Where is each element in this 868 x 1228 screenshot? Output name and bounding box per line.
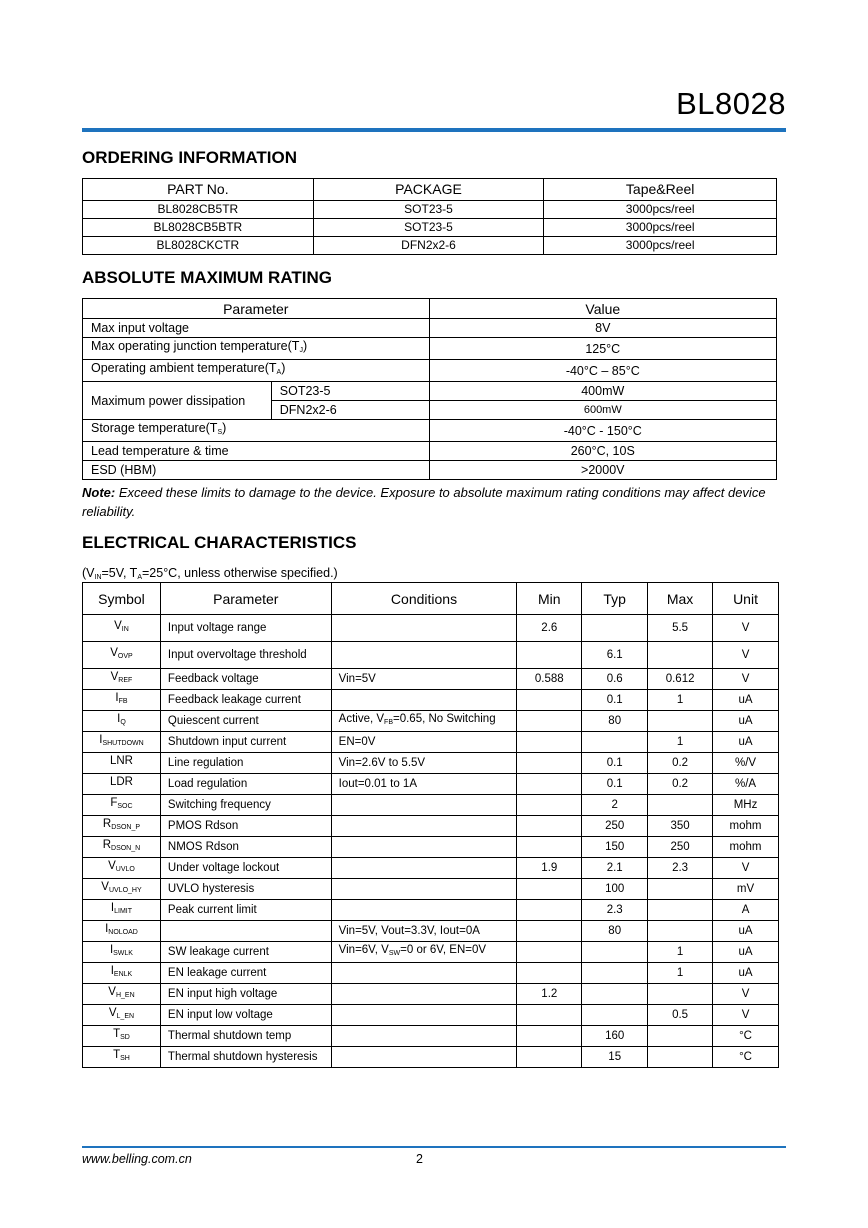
unit-cell: A bbox=[713, 900, 779, 921]
table-row bbox=[83, 858, 779, 879]
table-row bbox=[83, 1047, 779, 1068]
cond-text: Vin=6V, V bbox=[338, 944, 389, 956]
max-cell bbox=[648, 795, 713, 816]
param-cell bbox=[83, 360, 430, 382]
min-cell bbox=[517, 732, 582, 753]
symbol-subscript: SWLK bbox=[113, 950, 133, 957]
unit-cell: uA bbox=[713, 963, 779, 984]
unit-cell: uA bbox=[713, 690, 779, 711]
table-row bbox=[83, 461, 777, 480]
symbol-text: V bbox=[114, 620, 122, 632]
conditions-cell: Vin=5V, Vout=3.3V, Iout=0A bbox=[331, 921, 517, 942]
symbol-cell bbox=[83, 642, 161, 669]
table-row bbox=[83, 963, 779, 984]
min-cell bbox=[517, 711, 582, 732]
parameter-cell: SW leakage current bbox=[160, 942, 331, 963]
conditions-cell: Vin=2.6V to 5.5V bbox=[331, 753, 517, 774]
symbol-subscript: DSON_P bbox=[111, 824, 141, 831]
typ-cell: 2.1 bbox=[582, 858, 648, 879]
table-row bbox=[83, 942, 779, 963]
tape-reel: 3000pcs/reel bbox=[544, 201, 777, 219]
parameter-cell: Feedback voltage bbox=[160, 669, 331, 690]
conditions-cell bbox=[331, 1047, 517, 1068]
typ-cell: 0.1 bbox=[582, 690, 648, 711]
unit-cell: %/V bbox=[713, 753, 779, 774]
conditions-cell bbox=[331, 858, 517, 879]
cond-subscript: IN bbox=[94, 574, 102, 581]
typ-cell: 2 bbox=[582, 795, 648, 816]
min-cell bbox=[517, 753, 582, 774]
ordering-col-tape: Tape&Reel bbox=[544, 179, 777, 201]
ordering-table bbox=[82, 178, 777, 255]
conditions-cell bbox=[331, 795, 517, 816]
symbol-text: V bbox=[110, 647, 118, 659]
parameter-cell: Peak current limit bbox=[160, 900, 331, 921]
symbol-cell bbox=[83, 858, 161, 879]
max-cell bbox=[648, 984, 713, 1005]
symbol-subscript: IN bbox=[121, 626, 129, 633]
param-text-end: ) bbox=[222, 421, 227, 435]
unit-cell: V bbox=[713, 1005, 779, 1026]
electrical-table bbox=[82, 582, 779, 1068]
table-row bbox=[83, 382, 777, 401]
param-cell bbox=[83, 420, 430, 442]
col-conditions: Conditions bbox=[331, 583, 517, 615]
symbol-text: I bbox=[110, 902, 115, 914]
parameter-cell: Line regulation bbox=[160, 753, 331, 774]
ordering-col-package: PACKAGE bbox=[313, 179, 544, 201]
symbol-text: V bbox=[110, 671, 119, 683]
max-cell: 2.3 bbox=[648, 858, 713, 879]
document-title: BL8028 bbox=[676, 86, 786, 121]
symbol-text: I bbox=[115, 692, 119, 704]
conditions-cell bbox=[331, 1005, 517, 1026]
package-cell: SOT23-5 bbox=[271, 382, 429, 401]
unit-cell: °C bbox=[713, 1047, 779, 1068]
max-cell: 0.2 bbox=[648, 774, 713, 795]
typ-cell: 80 bbox=[582, 711, 648, 732]
symbol-subscript: LIMIT bbox=[114, 908, 132, 915]
table-row bbox=[83, 669, 779, 690]
symbol-cell bbox=[83, 921, 161, 942]
typ-cell bbox=[582, 1005, 648, 1026]
typ-cell bbox=[582, 942, 648, 963]
symbol-cell bbox=[83, 984, 161, 1005]
part-number: BL8028CB5TR bbox=[83, 201, 314, 219]
absolute-col-value: Value bbox=[429, 299, 776, 319]
conditions-cell bbox=[331, 942, 517, 963]
symbol-cell bbox=[83, 1005, 161, 1026]
min-cell bbox=[517, 1005, 582, 1026]
table-row bbox=[83, 837, 779, 858]
table-row bbox=[83, 774, 779, 795]
typ-cell: 2.3 bbox=[582, 900, 648, 921]
symbol-subscript: OVP bbox=[117, 653, 133, 660]
symbol-cell bbox=[83, 879, 161, 900]
symbol-cell bbox=[83, 615, 161, 642]
note-text: Exceed these limits to damage to the device. Exposure to absolute maximum rating conditions may affect device reliability. bbox=[82, 485, 766, 519]
symbol-subscript: SH bbox=[120, 1055, 130, 1062]
conditions-cell bbox=[331, 1026, 517, 1047]
value-cell: 8V bbox=[429, 319, 776, 338]
unit-cell: uA bbox=[713, 711, 779, 732]
min-cell: 1.2 bbox=[517, 984, 582, 1005]
symbol-subscript: UVLO_HY bbox=[108, 887, 142, 894]
param-text: Max operating junction temperature(T bbox=[91, 339, 300, 353]
value-cell: 400mW bbox=[429, 382, 776, 401]
symbol-subscript: L_EN bbox=[116, 1013, 135, 1020]
table-row bbox=[83, 732, 779, 753]
symbol-cell bbox=[83, 900, 161, 921]
parameter-cell: Thermal shutdown temp bbox=[160, 1026, 331, 1047]
conditions-cell: EN=0V bbox=[331, 732, 517, 753]
table-row bbox=[83, 442, 777, 461]
typ-cell: 100 bbox=[582, 879, 648, 900]
max-cell: 250 bbox=[648, 837, 713, 858]
typ-cell: 15 bbox=[582, 1047, 648, 1068]
max-cell: 0.2 bbox=[648, 753, 713, 774]
symbol-cell bbox=[83, 795, 161, 816]
parameter-cell: Load regulation bbox=[160, 774, 331, 795]
cond-text: =0 or 6V, EN=0V bbox=[400, 944, 487, 956]
symbol-text: V bbox=[101, 881, 109, 893]
cond-text: (V bbox=[82, 566, 95, 580]
min-cell bbox=[517, 942, 582, 963]
symbol-subscript: SHUTDOWN bbox=[102, 740, 144, 747]
parameter-cell: Thermal shutdown hysteresis bbox=[160, 1047, 331, 1068]
table-row bbox=[83, 1005, 779, 1026]
symbol-subscript: NOLOAD bbox=[108, 929, 138, 936]
ordering-heading: ORDERING INFORMATION bbox=[82, 148, 298, 167]
symbol-subscript: H_EN bbox=[115, 992, 135, 999]
max-cell: 350 bbox=[648, 816, 713, 837]
parameter-cell: EN input low voltage bbox=[160, 1005, 331, 1026]
unit-cell: mohm bbox=[713, 837, 779, 858]
typ-cell bbox=[582, 984, 648, 1005]
ordering-col-part: PART No. bbox=[83, 179, 314, 201]
symbol-subscript: SOC bbox=[117, 803, 133, 810]
symbol-cell bbox=[83, 942, 161, 963]
param-subscript: S bbox=[217, 429, 223, 436]
unit-cell: V bbox=[713, 669, 779, 690]
header-rule bbox=[82, 128, 786, 132]
symbol-cell bbox=[83, 732, 161, 753]
parameter-cell: EN input high voltage bbox=[160, 984, 331, 1005]
unit-cell: V bbox=[713, 642, 779, 669]
min-cell bbox=[517, 774, 582, 795]
unit-cell: mohm bbox=[713, 816, 779, 837]
parameter-cell: Input voltage range bbox=[160, 615, 331, 642]
table-row bbox=[83, 753, 779, 774]
table-row bbox=[83, 219, 777, 237]
param-cell: Max input voltage bbox=[83, 319, 430, 338]
param-cell bbox=[83, 338, 430, 360]
parameter-cell: Input overvoltage threshold bbox=[160, 642, 331, 669]
parameter-cell bbox=[160, 921, 331, 942]
parameter-cell: PMOS Rdson bbox=[160, 816, 331, 837]
value-cell: -40°C – 85°C bbox=[429, 360, 776, 382]
table-row bbox=[83, 984, 779, 1005]
conditions-cell bbox=[331, 984, 517, 1005]
unit-cell: uA bbox=[713, 942, 779, 963]
max-cell bbox=[648, 900, 713, 921]
typ-cell: 0.1 bbox=[582, 753, 648, 774]
page-number: 2 bbox=[416, 1152, 423, 1166]
typ-cell: 80 bbox=[582, 921, 648, 942]
conditions-cell bbox=[331, 690, 517, 711]
table-row bbox=[83, 338, 777, 360]
symbol-text: I bbox=[109, 944, 114, 956]
conditions-cell bbox=[331, 879, 517, 900]
table-row bbox=[83, 795, 779, 816]
max-cell: 0.5 bbox=[648, 1005, 713, 1026]
typ-cell: 150 bbox=[582, 837, 648, 858]
symbol-cell bbox=[83, 774, 161, 795]
table-row bbox=[83, 816, 779, 837]
parameter-cell: Under voltage lockout bbox=[160, 858, 331, 879]
cond-text: =5V, T bbox=[101, 566, 138, 580]
cond-text: =0.65, No Switching bbox=[393, 713, 496, 725]
min-cell: 2.6 bbox=[517, 615, 582, 642]
symbol-subscript: REF bbox=[118, 677, 133, 684]
param-cell: Lead temperature & time bbox=[83, 442, 430, 461]
min-cell bbox=[517, 642, 582, 669]
symbol-subscript: Q bbox=[120, 719, 126, 726]
symbol-text: I bbox=[110, 965, 114, 977]
tape-reel: 3000pcs/reel bbox=[544, 237, 777, 255]
cond-subscript: FB bbox=[384, 719, 393, 726]
symbol-text: V bbox=[108, 1007, 117, 1019]
cond-text: Active, V bbox=[338, 713, 385, 725]
min-cell bbox=[517, 879, 582, 900]
symbol-text: F bbox=[110, 797, 118, 809]
max-cell bbox=[648, 1047, 713, 1068]
table-row bbox=[83, 1026, 779, 1047]
symbol-text: R bbox=[102, 839, 112, 851]
min-cell bbox=[517, 900, 582, 921]
param-text-end: ) bbox=[281, 361, 286, 375]
col-min: Min bbox=[517, 583, 582, 615]
table-row bbox=[83, 201, 777, 219]
typ-cell: 0.1 bbox=[582, 774, 648, 795]
param-text: Storage temperature(T bbox=[91, 421, 218, 435]
symbol-cell bbox=[83, 753, 161, 774]
min-cell bbox=[517, 963, 582, 984]
package: SOT23-5 bbox=[313, 219, 544, 237]
footer-url: www.belling.com.cn bbox=[82, 1152, 192, 1166]
symbol-cell bbox=[83, 669, 161, 690]
symbol-text: LDR bbox=[109, 776, 133, 788]
part-number: BL8028CKCTR bbox=[83, 237, 314, 255]
conditions-cell bbox=[331, 963, 517, 984]
table-row bbox=[83, 879, 779, 900]
typ-cell: 6.1 bbox=[582, 642, 648, 669]
absolute-col-parameter: Parameter bbox=[83, 299, 430, 319]
typ-cell bbox=[582, 615, 648, 642]
symbol-cell bbox=[83, 690, 161, 711]
max-cell: 1 bbox=[648, 690, 713, 711]
part-number: BL8028CB5BTR bbox=[83, 219, 314, 237]
conditions-cell bbox=[331, 642, 517, 669]
value-cell: 600mW bbox=[429, 401, 776, 420]
ordering-header-row bbox=[83, 179, 777, 201]
package: SOT23-5 bbox=[313, 201, 544, 219]
min-cell: 1.9 bbox=[517, 858, 582, 879]
conditions-cell bbox=[331, 900, 517, 921]
max-cell bbox=[648, 921, 713, 942]
table-row bbox=[83, 900, 779, 921]
parameter-cell: Feedback leakage current bbox=[160, 690, 331, 711]
absolute-max-table bbox=[82, 298, 777, 480]
package-cell: DFN2x2-6 bbox=[271, 401, 429, 420]
typ-cell: 160 bbox=[582, 1026, 648, 1047]
unit-cell: V bbox=[713, 984, 779, 1005]
unit-cell: V bbox=[713, 858, 779, 879]
min-cell bbox=[517, 921, 582, 942]
max-cell bbox=[648, 642, 713, 669]
table-row bbox=[83, 420, 777, 442]
symbol-text: V bbox=[108, 860, 116, 872]
symbol-cell bbox=[83, 816, 161, 837]
table-row bbox=[83, 615, 779, 642]
absolute-heading: ABSOLUTE MAXIMUM RATING bbox=[82, 268, 332, 287]
cond-text: =25°C, unless otherwise specified.) bbox=[141, 566, 338, 580]
symbol-text: V bbox=[108, 986, 116, 998]
table-row bbox=[83, 319, 777, 338]
electrical-heading: ELECTRICAL CHARACTERISTICS bbox=[82, 533, 357, 552]
symbol-cell bbox=[83, 1026, 161, 1047]
table-row bbox=[83, 642, 779, 669]
note-paragraph bbox=[82, 483, 782, 521]
conditions-cell bbox=[331, 615, 517, 642]
symbol-subscript: FB bbox=[118, 698, 128, 705]
conditions-cell: Iout=0.01 to 1A bbox=[331, 774, 517, 795]
value-cell: >2000V bbox=[429, 461, 776, 480]
max-cell: 5.5 bbox=[648, 615, 713, 642]
parameter-cell: Quiescent current bbox=[160, 711, 331, 732]
typ-cell: 250 bbox=[582, 816, 648, 837]
value-cell: 125°C bbox=[429, 338, 776, 360]
cond-subscript: A bbox=[137, 574, 142, 581]
symbol-subscript: DSON_N bbox=[111, 845, 141, 852]
unit-cell: °C bbox=[713, 1026, 779, 1047]
typ-cell bbox=[582, 732, 648, 753]
param-cell: Maximum power dissipation bbox=[83, 382, 272, 420]
electrical-header-row bbox=[83, 583, 779, 615]
max-cell bbox=[648, 711, 713, 732]
symbol-text: I bbox=[117, 713, 121, 725]
min-cell bbox=[517, 795, 582, 816]
package: DFN2x2-6 bbox=[313, 237, 544, 255]
min-cell: 0.588 bbox=[517, 669, 582, 690]
max-cell: 1 bbox=[648, 732, 713, 753]
param-text-end: ) bbox=[302, 339, 308, 353]
col-unit: Unit bbox=[713, 583, 779, 615]
conditions-cell bbox=[331, 837, 517, 858]
symbol-cell bbox=[83, 1047, 161, 1068]
symbol-subscript: ENLK bbox=[113, 971, 133, 978]
max-cell bbox=[648, 879, 713, 900]
table-row bbox=[83, 921, 779, 942]
table-row bbox=[83, 237, 777, 255]
unit-cell: uA bbox=[713, 921, 779, 942]
symbol-text: I bbox=[99, 734, 103, 746]
min-cell bbox=[517, 1026, 582, 1047]
col-typ: Typ bbox=[582, 583, 648, 615]
absolute-header-row bbox=[83, 299, 777, 319]
table-row bbox=[83, 690, 779, 711]
parameter-cell: EN leakage current bbox=[160, 963, 331, 984]
value-cell: 260°C, 10S bbox=[429, 442, 776, 461]
unit-cell: uA bbox=[713, 732, 779, 753]
symbol-text: I bbox=[105, 923, 109, 935]
parameter-cell: NMOS Rdson bbox=[160, 837, 331, 858]
symbol-text: R bbox=[102, 818, 112, 830]
symbol-cell bbox=[83, 837, 161, 858]
table-row bbox=[83, 360, 777, 382]
symbol-text: T bbox=[113, 1028, 121, 1040]
max-cell: 1 bbox=[648, 963, 713, 984]
note-label: Note: bbox=[82, 485, 116, 500]
footer-rule bbox=[82, 1146, 786, 1148]
param-cell: ESD (HBM) bbox=[83, 461, 430, 480]
typ-cell bbox=[582, 963, 648, 984]
unit-cell: mV bbox=[713, 879, 779, 900]
unit-cell: %/A bbox=[713, 774, 779, 795]
value-cell: -40°C - 150°C bbox=[429, 420, 776, 442]
symbol-cell bbox=[83, 711, 161, 732]
conditions-cell bbox=[331, 816, 517, 837]
conditions-cell bbox=[331, 711, 517, 732]
cond-subscript: SW bbox=[388, 950, 401, 957]
param-subscript: A bbox=[276, 369, 282, 376]
col-symbol: Symbol bbox=[83, 583, 161, 615]
symbol-cell bbox=[83, 963, 161, 984]
symbol-subscript: UVLO bbox=[115, 866, 135, 873]
param-text: Operating ambient temperature(T bbox=[91, 361, 277, 375]
min-cell bbox=[517, 837, 582, 858]
symbol-text: T bbox=[113, 1049, 121, 1061]
col-max: Max bbox=[648, 583, 713, 615]
tape-reel: 3000pcs/reel bbox=[544, 219, 777, 237]
typ-cell: 0.6 bbox=[582, 669, 648, 690]
unit-cell: V bbox=[713, 615, 779, 642]
max-cell: 0.612 bbox=[648, 669, 713, 690]
symbol-text: LNR bbox=[109, 755, 133, 767]
min-cell bbox=[517, 1047, 582, 1068]
symbol-subscript: SD bbox=[120, 1034, 130, 1041]
max-cell: 1 bbox=[648, 942, 713, 963]
parameter-cell: Switching frequency bbox=[160, 795, 331, 816]
param-subscript: J bbox=[299, 347, 303, 354]
parameter-cell: Shutdown input current bbox=[160, 732, 331, 753]
max-cell bbox=[648, 1026, 713, 1047]
conditions-cell: Vin=5V bbox=[331, 669, 517, 690]
min-cell bbox=[517, 816, 582, 837]
table-row bbox=[83, 711, 779, 732]
unit-cell: MHz bbox=[713, 795, 779, 816]
min-cell bbox=[517, 690, 582, 711]
parameter-cell: UVLO hysteresis bbox=[160, 879, 331, 900]
col-parameter: Parameter bbox=[160, 583, 331, 615]
